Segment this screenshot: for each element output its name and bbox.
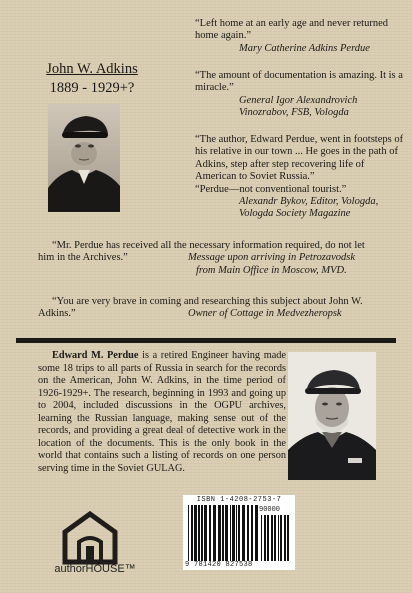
price-bars	[261, 515, 291, 561]
quote-block-2	[195, 70, 407, 120]
barcode-bar	[213, 505, 216, 561]
portrait-dates: 1889 - 1929+?	[49, 80, 135, 96]
quote-block-1	[195, 18, 407, 55]
barcode-bar	[222, 505, 224, 561]
author-name: Edward M. Perdue	[52, 350, 139, 361]
quote-text: “Mr. Perdue has received all the necessary information required, do not let him in the Archives.”	[38, 240, 365, 264]
barcode-bar	[232, 505, 235, 561]
quote-attribution: Vologda Society Magazine	[239, 208, 351, 220]
barcode-bar	[225, 505, 228, 561]
barcode-bar	[242, 505, 245, 561]
isbn-label: ISBN 1-4208-2753-7	[196, 496, 282, 504]
author-photo	[288, 352, 376, 480]
quote-text: “The author, Edward Perdue, went in footsteps of his relative in our town ... He goes in the path of Adkins, step after step recovering life of American to Soviet Russia.”	[195, 134, 404, 183]
barcode-bar	[218, 505, 221, 561]
barcode-bar	[194, 505, 197, 561]
barcode-bar	[255, 505, 258, 561]
ean-bars	[188, 505, 258, 561]
quote-attribution: General Igor Alexandrovich	[239, 94, 358, 106]
portrait-caption	[38, 60, 146, 98]
publisher-logo	[55, 508, 125, 568]
quote-text: “You are very brave in coming and researching this subject about John W. Adkins.”	[38, 296, 363, 320]
barcode-bar	[284, 515, 286, 561]
quote-text-second: “Perdue—not conventional tourist.”	[195, 183, 347, 195]
quote-block-4	[38, 240, 382, 277]
barcode-bar	[264, 515, 266, 561]
quote-attribution: Owner of Cottage in Medvezheropsk	[188, 308, 342, 320]
quote-attribution: Alexandr Bykov, Editor, Vologda,	[239, 196, 379, 208]
quote-attribution: Vinozrabov, FSB, Vologda	[239, 107, 349, 119]
bio-text: is a retired Engineer having made some 18 trips to all parts of Russia in search for the records on the American, John W. Adkins, in the time period of 1926-1929+. The research, beginning in 1993 and going up to 2004, included discussions in the OGPU archives, learning the Russian language, making sense out of the records, and providing a great deal of detective work in the location of the documents. This is the only book in the world that contains such a listing of records on one person serving time in the Soviet GULAG.	[38, 350, 286, 474]
barcode-bar	[238, 505, 240, 561]
quote-text: “Left home at an early age and never returned home again.”	[195, 18, 388, 42]
barcode-bar	[201, 505, 203, 561]
isbn-barcode	[183, 495, 295, 570]
barcode-bar	[230, 505, 231, 561]
portrait-name: John W. Adkins	[46, 61, 138, 77]
barcode-bar	[271, 515, 273, 561]
barcode-bar	[278, 515, 279, 561]
barcode-bar	[287, 515, 289, 561]
author-bio	[38, 350, 286, 475]
price-code: 90000	[259, 506, 281, 514]
publisher-name: authorHOUSE™	[54, 563, 136, 575]
barcode-bar	[236, 505, 237, 561]
barcode-bar	[251, 505, 253, 561]
adkins-portrait-photo	[48, 104, 120, 212]
barcode-bar	[280, 515, 282, 561]
barcode-bar	[247, 505, 249, 561]
barcode-bar	[204, 505, 207, 561]
barcode-bar	[267, 515, 269, 561]
quote-block-5	[38, 296, 382, 321]
barcode-bar	[188, 505, 189, 561]
quote-attribution: Message upon arriving in Petrozavodsk	[188, 252, 356, 264]
quote-text: “The amount of documentation is amazing. It is a miracle.”	[195, 70, 403, 94]
barcode-bar	[209, 505, 211, 561]
ean-number: 9 781420 827538	[185, 561, 253, 569]
section-divider	[16, 338, 396, 343]
quote-attribution: from Main Office in Moscow, MVD.	[196, 264, 347, 276]
barcode-bar	[191, 505, 193, 561]
quote-block-3	[195, 134, 407, 221]
barcode-bar	[274, 515, 276, 561]
barcode-bar	[198, 505, 200, 561]
quote-attribution: Mary Catherine Adkins Perdue	[239, 42, 370, 54]
barcode-bar	[261, 515, 262, 561]
